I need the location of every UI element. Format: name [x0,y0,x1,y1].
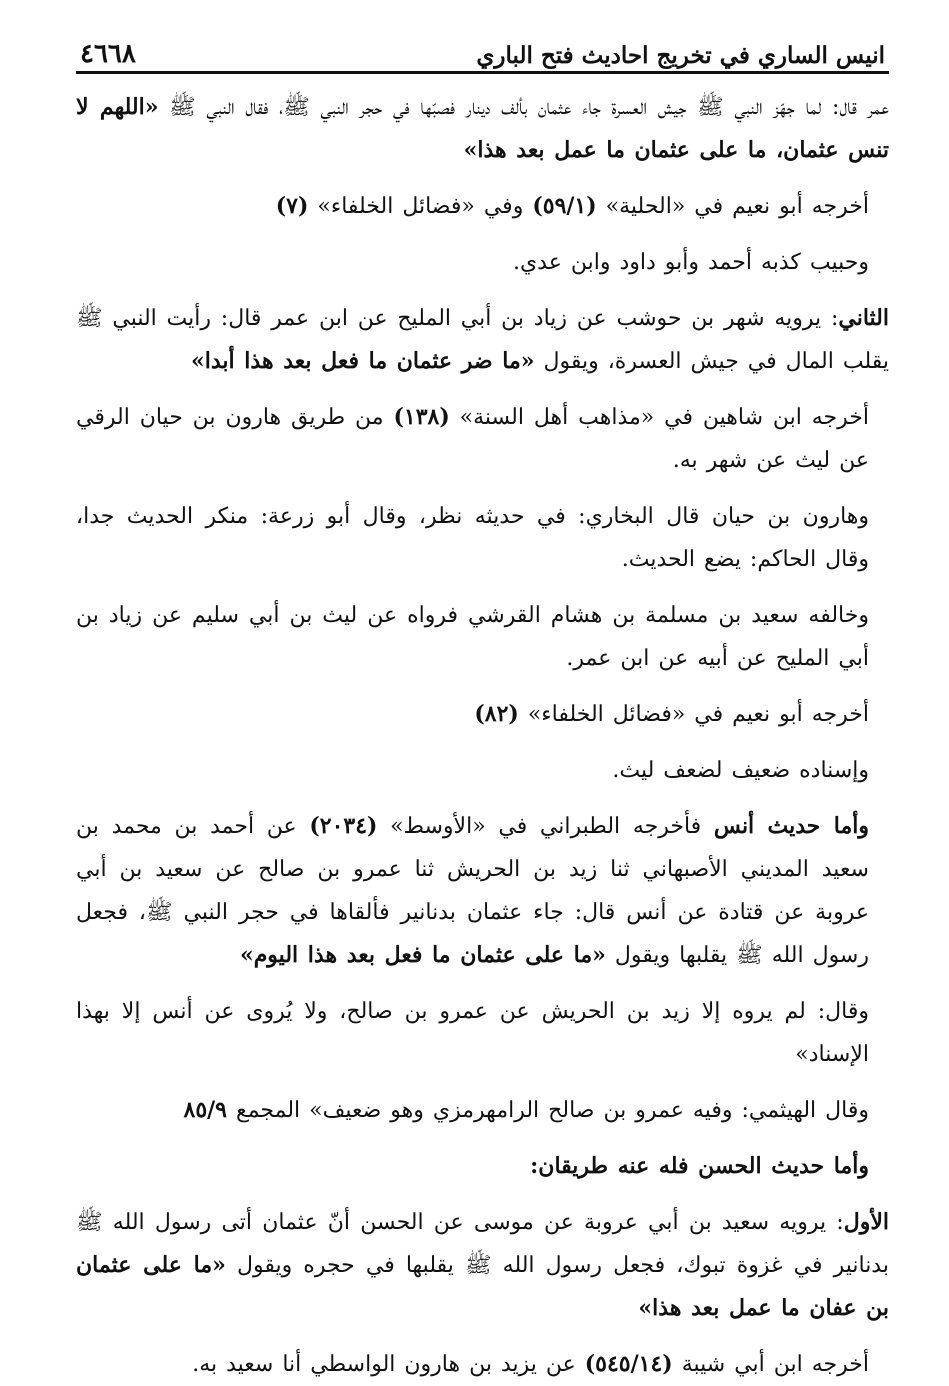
page-number: ٤٦٦٨ [80,39,136,69]
text-segment: وفي «فضائل الخلفاء» [308,194,533,219]
text-segment: وقال الهيثمي: وفيه عمرو بن صالح الرامهرمزي وهو ضعيف» المجمع [227,1098,869,1123]
text-segment: أخرجه ابن شاهين في «مذاهب أهل السنة» [449,405,870,430]
bold-text-segment: الثاني [838,305,889,331]
book-title: انيس الساري في تخريج احاديث فتح الباري [476,42,885,69]
bold-text-segment: (٨٢) [474,701,519,727]
bold-text-segment: (٥٤٥/١٤) [584,1351,673,1377]
bold-text-segment: (٢٠٣٤) [309,813,378,839]
text-segment: عمر قال: لما جهّز النبي ﷺ جيش العسرة جاء عثمان بألف دينار فصبّها في حجر النبي ﷺ، فقال النبي ﷺ [158,95,889,120]
paragraph [76,86,889,172]
text-segment: أخرجه أبو نعيم في «الحلية» [596,194,869,219]
text-segment: : يرويه شهر بن حوشب عن زياد بن أبي المليح عن ابن عمر قال: رأيت النبي ﷺ يقلب المال في جيش العسرة، ويقول [76,306,889,374]
text-segment: فأخرجه الطبراني في «الأوسط» [377,814,714,839]
paragraph [76,1201,889,1330]
bold-text-segment: الأول [843,1209,889,1235]
paragraph [76,594,889,680]
paragraph [76,990,889,1076]
paragraph [76,805,889,977]
bold-text-segment: ٨٥/٩ [183,1097,227,1123]
paragraph [76,241,889,284]
paragraph [76,495,889,581]
text-segment: وهارون بن حيان قال البخاري: في حديثه نظر، وقال أبو زرعة: منكر الحديث جدا، وقال الحاكم: يضع الحديث. [76,504,869,572]
bold-text-segment: (٥٩/١) [532,193,597,219]
bold-text-segment: (٧) [275,193,309,219]
bold-text-segment: «ما على عثمان بن عفان ما عمل بعد هذا» [76,1252,889,1321]
text-segment: : يرويه سعيد بن أبي عروبة عن موسى عن الحسن أنّ عثمان أتى رسول الله ﷺ بدنانير في غزوة تبوك، فجعل رسول الله ﷺ يقلبها في حجره ويقول [76,1210,889,1278]
paragraph [76,185,889,228]
bold-text-segment: وأما حديث أنس [713,813,870,839]
paragraph [76,1145,889,1188]
page-header [76,30,889,74]
text-segment: عن يزيد بن هارون الواسطي أنا سعيد به. [192,1352,585,1377]
paragraph [76,1343,889,1386]
bold-text-segment: «ما على عثمان ما فعل بعد هذا اليوم» [239,942,606,968]
paragraph [76,1089,889,1132]
bold-text-segment: (١٣٨) [393,404,450,430]
bold-text-segment: وأما حديث الحسن فله عنه طريقان: [530,1153,869,1179]
paragraph [76,396,889,482]
paragraph [76,749,889,792]
text-segment: من طريق هارون بن حيان الرقي عن ليث عن شهر به. [76,405,869,473]
text-segment: وإسناده ضعيف لضعف ليث. [612,758,869,783]
text-segment: أخرجه أبو نعيم في «فضائل الخلفاء» [518,702,869,727]
text-segment: عن أحمد بن محمد بن سعيد المديني الأصبهاني ثنا زيد بن الحريش ثنا عمرو بن صالح عن سعيد بن أبي عروبة عن قتادة عن أنس قال: جاء عثمان بدنانير فألقاها في حجر النبي ﷺ، فجعل رسول الله ﷺ يقلبها ويقول [76,814,869,968]
paragraph [76,297,889,383]
paragraph [76,693,889,736]
bold-text-segment: «اللهم لا تنس عثمان، ما على عثمان ما عمل بعد هذا» [76,94,889,163]
text-segment: أخرجه ابن أبي شيبة [672,1352,869,1377]
text-segment: وخالفه سعيد بن مسلمة بن هشام القرشي فرواه عن ليث بن أبي سليم عن زياد بن أبي المليح عن أبيه عن ابن عمر. [76,603,869,671]
page-body [76,74,889,1386]
text-segment: وحبيب كذبه أحمد وأبو داود وابن عدي. [512,250,869,275]
bold-text-segment: «ما ضر عثمان ما فعل بعد هذا أبدا» [191,348,535,374]
text-segment: وقال: لم يروه إلا زيد بن الحريش عن عمرو بن صالح، ولا يُروى عن أنس إلا بهذا الإسناد» [76,999,869,1067]
